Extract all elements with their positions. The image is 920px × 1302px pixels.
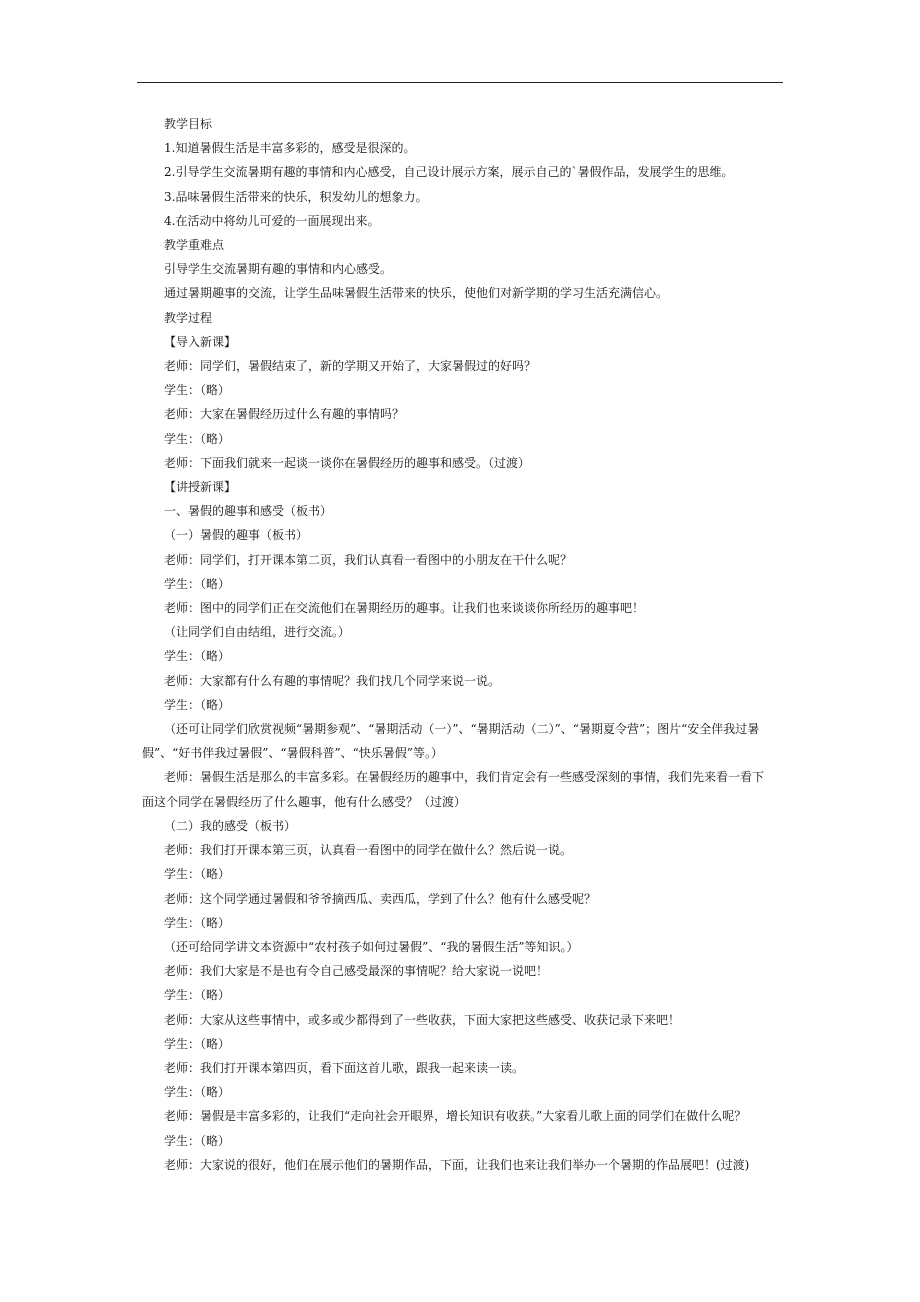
heading-objectives: 教学目标 [164,117,213,131]
dialogue-line: 学生：（略） [164,867,231,882]
key-point-2: 通过暑期趣事的交流，让学生品味暑假生活带来的快乐，使他们对新学期的学习生活充满信心。 [164,286,669,301]
document-body [142,112,772,1177]
dialogue-line: 老师：大家在暑假经历过什么有趣的事情吗？ [164,407,405,422]
objective-2: 2.引导学生交流暑期有趣的事情和内心感受，自己设计展示方案，展示自己的`暑假作品，发展学生的思维。 [164,165,734,180]
section-intro: 【导入新课】 [164,334,237,349]
dialogue-line: 老师：大家都有什么有趣的事情呢？我们找几个同学来说一说。 [164,673,501,688]
heading-process: 教学过程 [164,310,213,325]
dialogue-line: 学生：（略） [164,383,231,398]
dialogue-line: 学生：（略） [164,915,231,930]
dialogue-line: 老师：我们大家是不是也有令自己感受最深的事情呢？给大家说一说吧！ [164,964,549,979]
heading-key-points: 教学重难点 [164,238,225,253]
dialogue-line: 学生：（略） [164,1036,231,1051]
subheading: （一）暑假的趣事（板书） [164,528,309,543]
dialogue-line: 老师：大家从这些事情中，或多或少都得到了一些收获，下面大家把这些感受、收获记录下来吧！ [164,1012,681,1027]
header-rule [137,82,783,83]
dialogue-line: 学生：（略） [164,1085,231,1100]
dialogue-line: 老师：下面我们就来一起谈一谈你在暑假经历的趣事和感受。（过渡） [164,455,531,470]
subheading: 一、暑假的趣事和感受（板书） [164,504,333,519]
dialogue-line: 学生：（略） [164,576,231,591]
dialogue-line: 老师：我们打开课本第三页，认真看一看图中的同学在做什么？然后说一说。 [164,843,573,858]
dialogue-line: 学生：（略） [164,697,231,712]
dialogue-line: 学生：（略） [164,431,231,446]
dialogue-line: 老师：大家说的很好，他们在展示他们的暑期作品，下面，让我们也来让我们举办一个暑期的作品展吧！(过渡) [164,1157,750,1172]
dialogue-line: 老师：我们打开课本第四页，看下面这首儿歌，跟我一起来读一读。 [164,1060,525,1075]
dialogue-line: 老师：图中的同学们正在交流他们在暑期经历的趣事。让我们也来谈谈你所经历的趣事吧！ [164,601,645,616]
note-paragraph: （还可让同学们欣赏视频“暑期参观”、“暑期活动（一）”、“暑期活动（二）”、“暑期夏令营”；图片“安全伴我过暑假”、“好书伴我过暑假”、“暑假科普”、“快乐暑假”等。） [142,722,760,761]
note-line: （还可给同学讲文本资源中“农村孩子如何过暑假”、“我的暑假生活”等知识。） [164,939,579,954]
objective-3: 3.品味暑假生活带来的快乐，积发幼儿的想象力。 [164,189,428,204]
objective-4: 4.在活动中将幼儿可爱的一面展现出来。 [164,213,380,228]
dialogue-line: 学生：（略） [164,1133,231,1148]
subheading: （二）我的感受（板书） [164,818,297,833]
dialogue-line: 老师：暑假是丰富多彩的，让我们“走向社会开眼界，增长知识有收获。”大家看儿歌上面的同学们在做什么呢？ [164,1109,747,1124]
dialogue-line: 老师：这个同学通过暑假和爷爷摘西瓜、卖西瓜，学到了什么？他有什么感受呢？ [164,891,597,906]
dialogue-line: 老师：同学们，打开课本第二页，我们认真看一看图中的小朋友在干什么呢？ [164,552,573,567]
dialogue-line: 学生：（略） [164,988,231,1003]
dialogue-line: 学生：（略） [164,649,231,664]
objective-1: 1.知道暑假生活是丰富多彩的，感受是很深的。 [164,141,416,156]
note-line: （让同学们自由结组，进行交流。） [164,625,351,640]
section-new-lesson: 【讲授新课】 [164,480,237,495]
dialogue-paragraph: 老师：暑假生活是那么的丰富多彩。在暑假经历的趣事中，我们肯定会有一些感受深刻的事情，我们先来看一看下面这个同学在暑假经历了什么趣事，他有什么感受？（过渡） [142,770,765,809]
dialogue-line: 老师：同学们，暑假结束了，新的学期又开始了，大家暑假过的好吗？ [164,359,537,374]
key-point-1: 引导学生交流暑期有趣的事情和内心感受。 [164,262,393,277]
